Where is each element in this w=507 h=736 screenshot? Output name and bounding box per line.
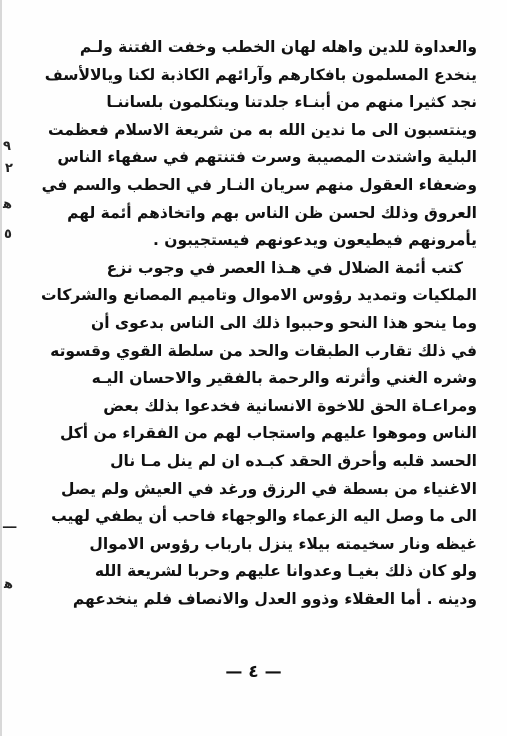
text-line: ولو كان ذلك بغيـا وعدوانا عليهم وحربا لشريعة الله (94, 562, 477, 581)
text-line: وشره الغني وأثرته والرحمة بالفقير والاحسان اليـه (91, 369, 477, 388)
page-number: — ٤ — (225, 662, 282, 682)
text-line: الناس وموهوا عليهم واستجاب لهم من الفقراء من أكل (59, 424, 477, 443)
text-line: والعداوة للدين واهله لهان الخطب وخفت الفتنة ولـم (79, 38, 477, 56)
margin-mark: ﻫ (4, 577, 14, 592)
margin-mark: ٢ (5, 161, 13, 176)
text-line: في ذلك تقارب الطبقات والحد من سلطة القوي وقسوته (50, 341, 477, 360)
body-text (38, 34, 477, 613)
margin-mark: ﻫ (3, 197, 13, 212)
text-line: وينتسبون الى ما ندين الله به من شريعة الاسلام فعظمت (48, 120, 477, 139)
margin-mark: ٥ (4, 227, 12, 242)
scan-edge (0, 0, 2, 736)
text-line: غيظه ونار سخيمته بيلاء ينزل بارباب رؤوس الاموال (89, 534, 477, 553)
text-line: البلية واشتدت المصيبة وسرت فتنتهم في سفهاء الناس (57, 148, 477, 167)
text-line: ينخدع المسلمون بافكارهم وآرائهم الكاذبة لكنا ويالالأسف (44, 65, 477, 84)
text-line: وما ينحو هذا النحو وحببوا ذلك الى الناس بدعوى أن (90, 313, 477, 332)
text-line: وضعفاء العقول منهم سريان النـار في الحطب والسم في (41, 175, 477, 194)
text-line: يأمرونهم فيطيعون ويدعونهم فيستجيبون . (152, 231, 477, 250)
text-line: الى ما وصل اليه الزعماء والوجهاء فاحب أن يطفي لهيب (51, 507, 477, 526)
text-line: العروق وذلك لحسن ظن الناس بهم واتخاذهم أئمة لهم (67, 203, 477, 222)
text-line: ودينه . أما العقلاء وذوو العدل والانصاف فلم ينخدعهم (72, 589, 477, 608)
margin-mark: ٩ (3, 139, 11, 154)
text-line: نجد كثيرا منهم من أبنـاء جلدتنا ويتكلمون بلساننـا (106, 93, 477, 112)
text-line: الاغنياء من بسطة في الرزق ورغد في العيش ولم يصل (60, 479, 477, 498)
text-line: كتب أئمة الضلال في هـذا العصر في وجوب نزع (106, 258, 463, 277)
text-line: الحسد قلبه وأحرق الحقد كبـده ان لم ينل مـا نال (110, 451, 477, 470)
text-line: ومراعـاة الحق للاخوة الانسانية فخدعوا بذلك بعض (103, 396, 477, 415)
margin-mark: ـــ (3, 517, 17, 532)
text-line: الملكيات وتمديد رؤوس الاموال وتاميم المصانع والشركات (40, 286, 477, 305)
